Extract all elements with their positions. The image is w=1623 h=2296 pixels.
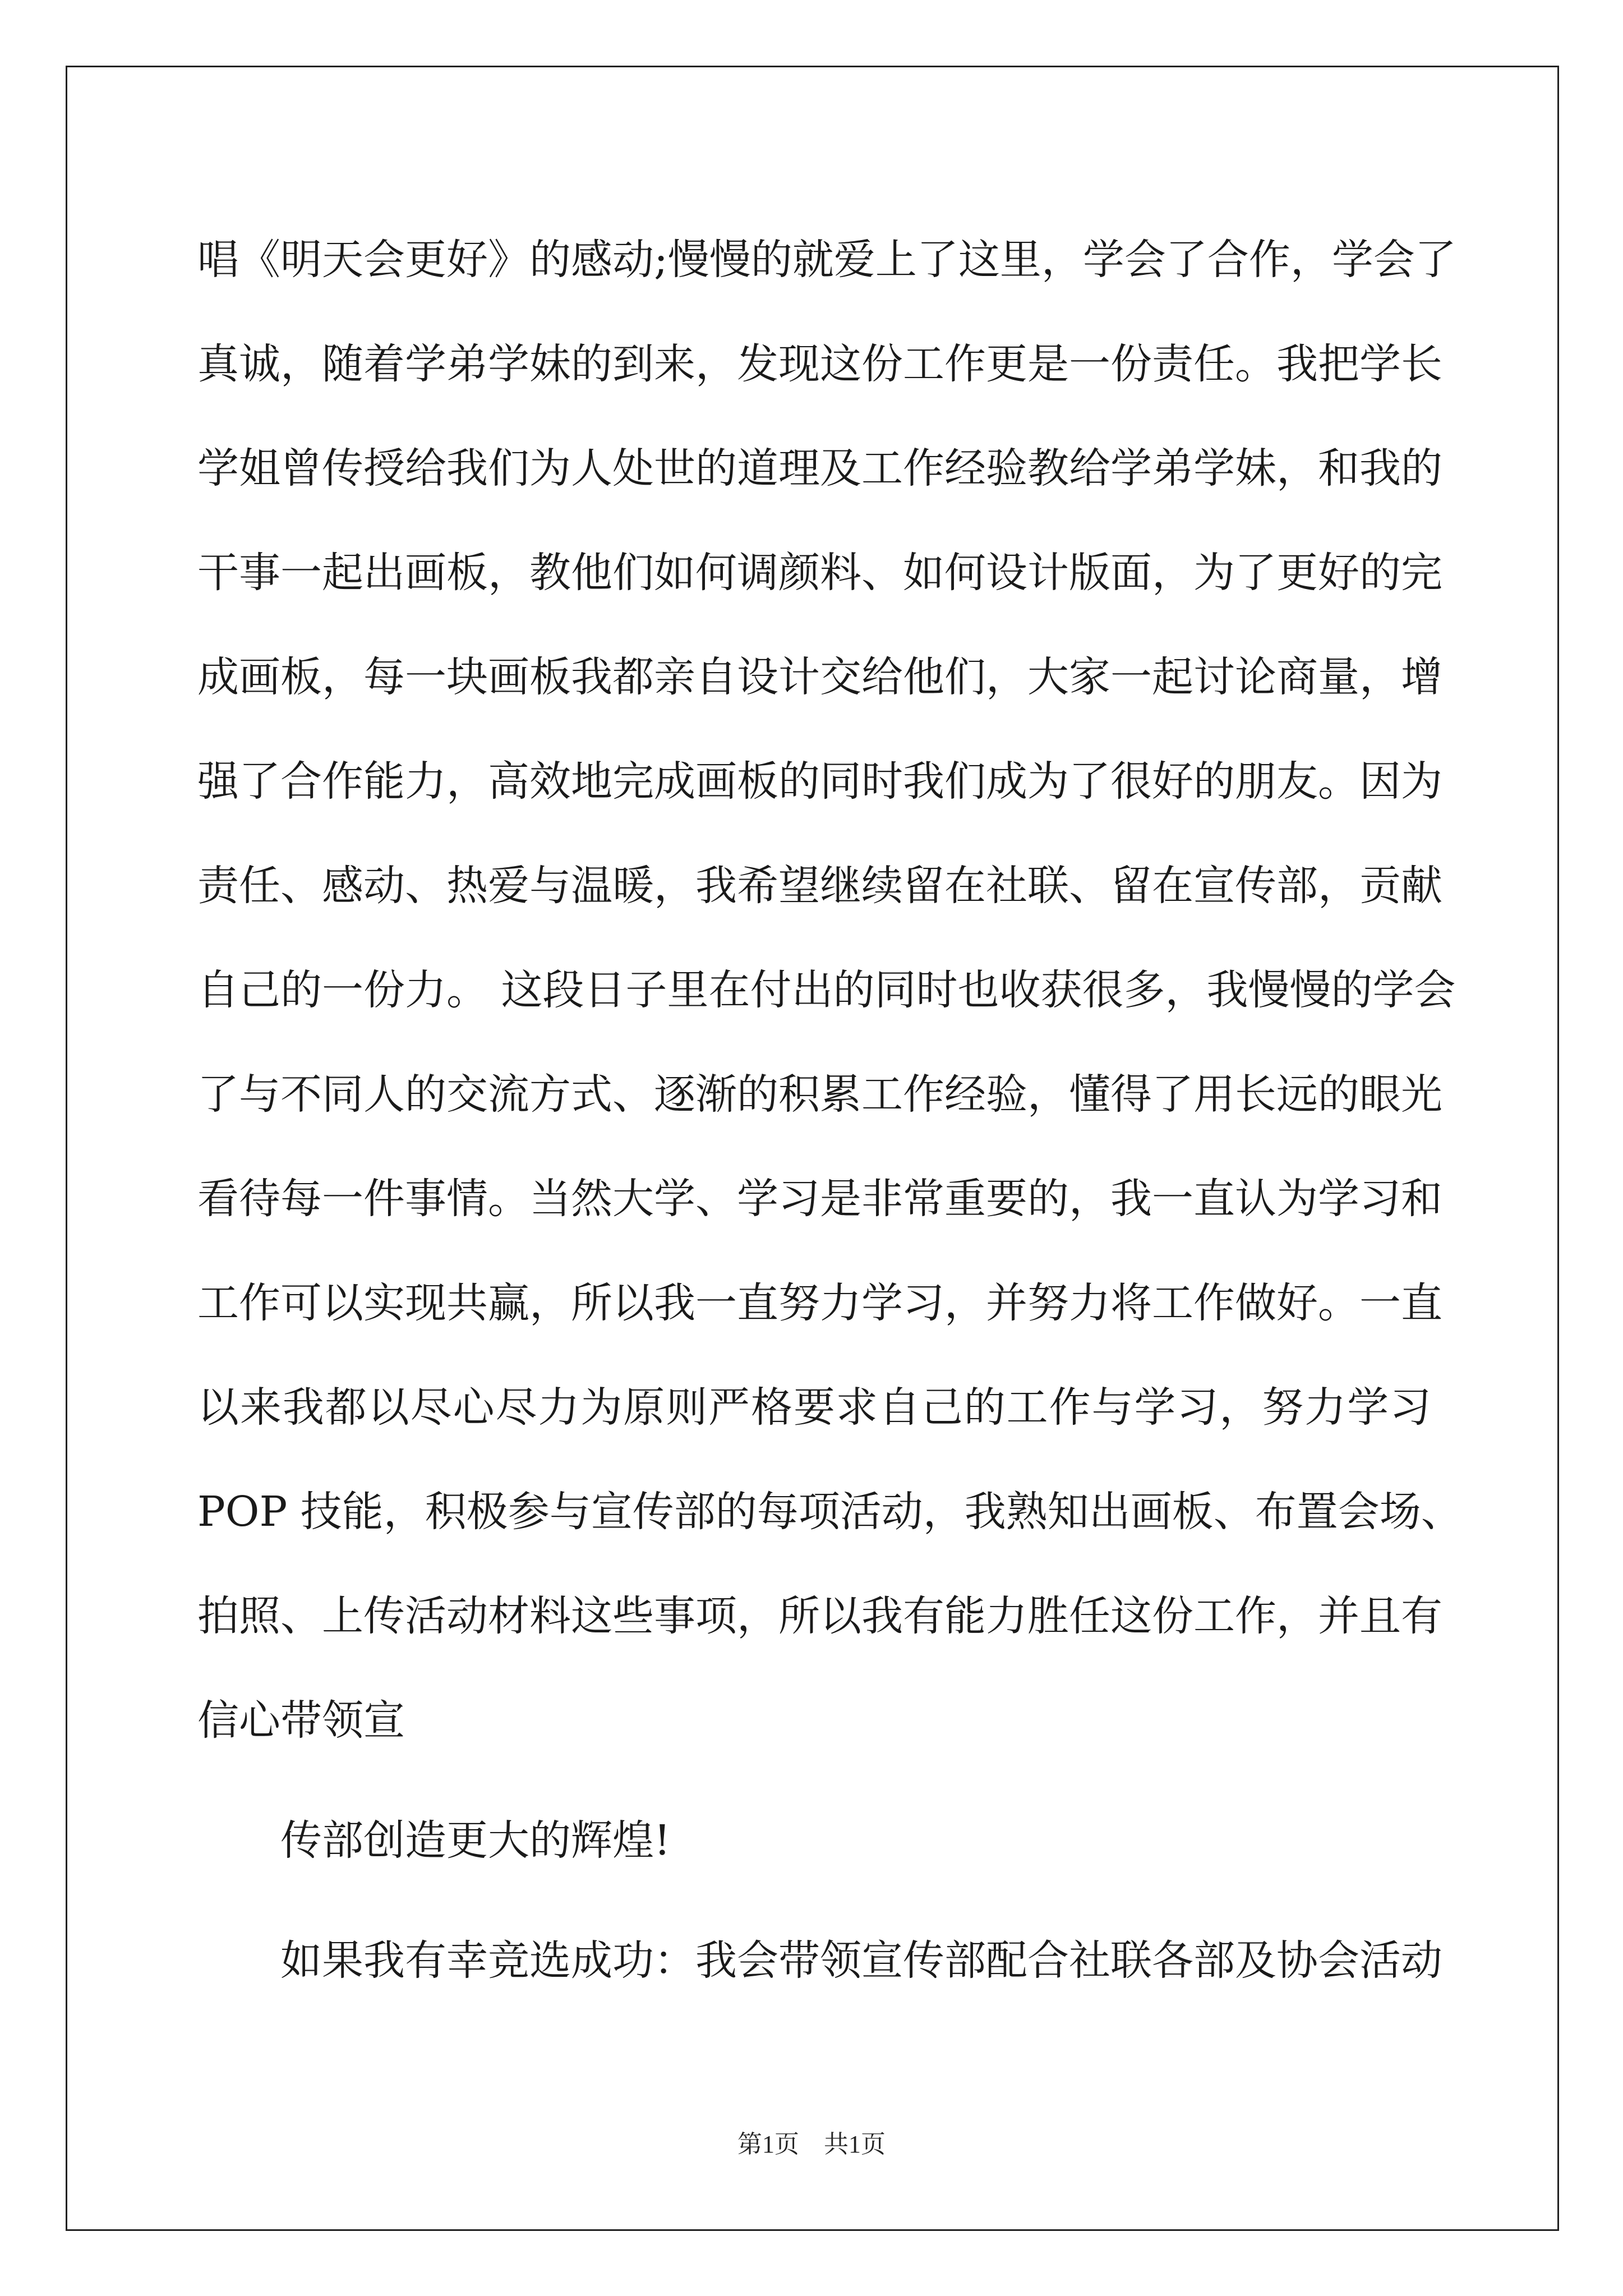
paragraph-spacer	[197, 1773, 1431, 1788]
text-line: 唱《明天会更好》的感动;慢慢的就爱上了这里，学会了合作，学会了	[197, 236, 1456, 284]
text-line: 真诚，随着学弟学妹的到来，发现这份工作更是一份责任。我把学长	[197, 340, 1442, 388]
paragraph-text: 传部创造更大的辉煌!	[280, 1816, 671, 1865]
document-body	[197, 208, 1463, 2013]
page-footer: 第1页 共1页	[737, 2131, 886, 2158]
paragraph-spacer	[197, 1893, 1431, 1908]
paragraph-text: 如果我有幸竞选成功：我会带领宣传部配合社联各部及协会活动	[280, 1936, 1442, 1985]
text-line: 责任、感动、热爱与温暖，我希望继续留在社联、留在宣传部，贡献	[197, 862, 1442, 910]
text-line: 自己的一份力。 这段日子里在付出的同时也收获很多，我慢慢的学会	[197, 966, 1456, 1014]
text-line: 工作可以实现共赢，所以我一直努力学习，并努力将工作做好。一直	[197, 1279, 1442, 1327]
text-line: 了与不同人的交流方式、逐渐的积累工作经验，懂得了用长远的眼光	[197, 1070, 1442, 1119]
text-line: 看待每一件事情。当然大学、学习是非常重要的，我一直认为学习和	[197, 1175, 1442, 1223]
text-line: 干事一起出画板，教他们如何调颜料、如何设计版面，为了更好的完	[197, 549, 1442, 597]
text-line: 拍照、上传活动材料这些事项，所以我有能力胜任这份工作，并且有	[197, 1592, 1442, 1640]
text-line: POP 技能，积极参与宣传部的每项活动，我熟知出画板、布置会场、	[197, 1488, 1463, 1536]
text-line: 强了合作能力，高效地完成画板的同时我们成为了很好的朋友。因为	[197, 757, 1442, 806]
text-line: 学姐曾传授给我们为人处世的道理及工作经验教给学弟学妹，和我的	[197, 444, 1442, 493]
text-line: 以来我都以尽心尽力为原则严格要求自己的工作与学习，努力学习	[197, 1383, 1431, 1432]
text-line: 成画板，每一块画板我都亲自设计交给他们，大家一起讨论商量，增	[197, 653, 1442, 701]
text-line: 信心带领宣	[197, 1696, 405, 1745]
